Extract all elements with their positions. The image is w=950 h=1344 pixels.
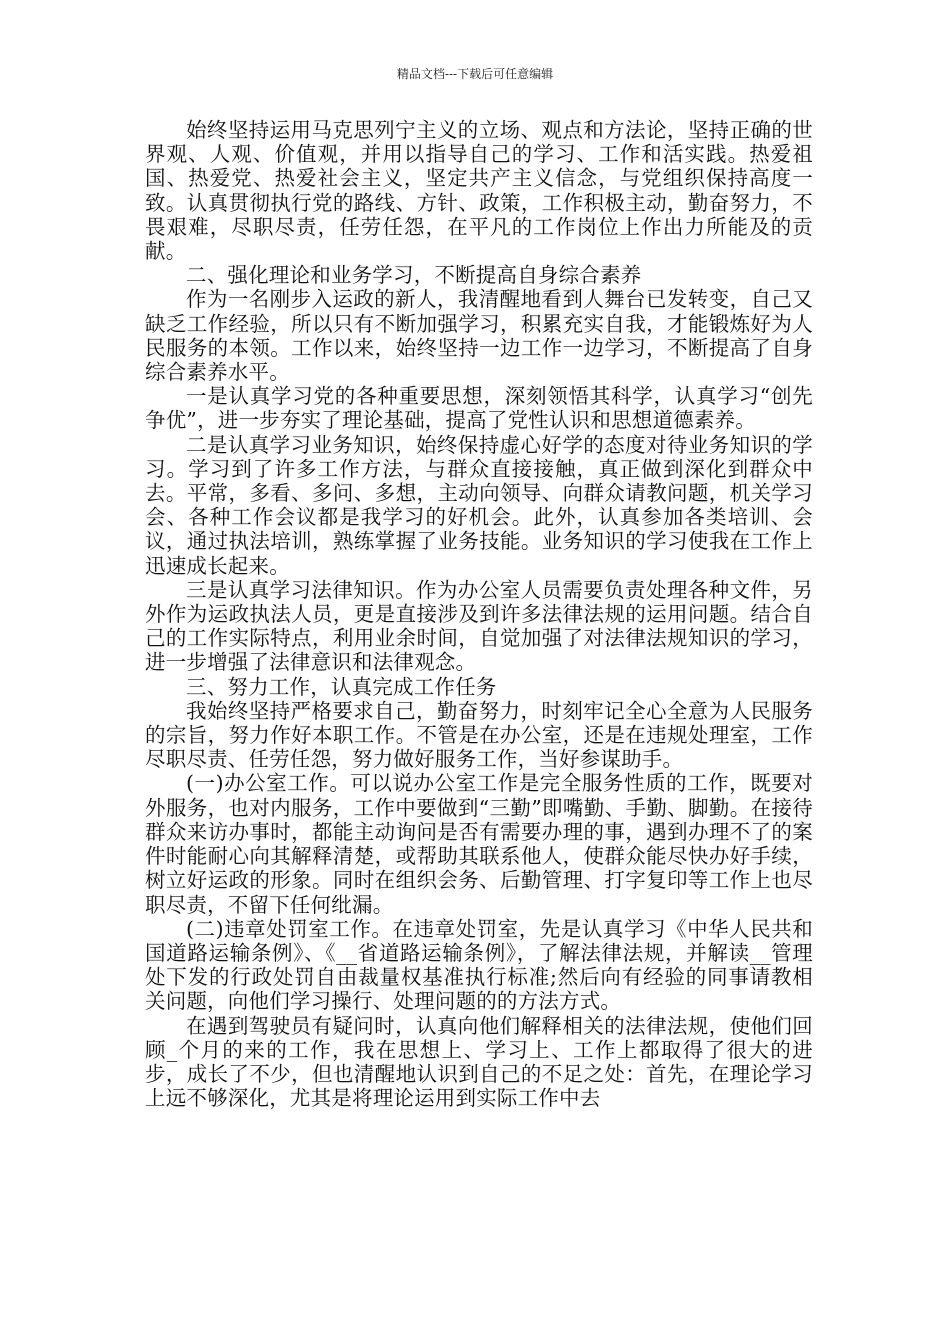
paragraph-strict-requirements: 我始终坚持严格要求自己，勤奋努力，时刻牢记全心全意为人民服务的宗旨，努力作好本职工作。不管是在办公室，还是在违规处理室，工作尽职尽责、任劳任怨，努力做好服务工作，当好参谋助手。 <box>145 698 813 772</box>
paragraph-study-business: 二是认真学习业务知识，始终保持虚心好学的态度对待业务知识的学习。学习到了许多工作方法，与群众直接接触，真正做到深化到群众中去。平常，多看、多问、多想，主动向领导、向群众请教问题，机关学习会、各种工作会议都是我学习的好机会。此外，认真参加各类培训、会议，通过执法培训，熟练掌握了业务技能。业务知识的学习使我在工作上迅速成长起来。 <box>145 432 813 578</box>
paragraph-new-to-transport: 作为一名刚步入运政的新人，我清醒地看到人舞台已发转变，自己又缺乏工作经验，所以只有不断加强学习，积累充实自我，才能锻炼好为人民服务的本领。工作以来，始终坚持一边工作一边学习，不断提高了自身综合素养水平。 <box>145 287 813 385</box>
paragraph-office-work: (一)办公室工作。可以说办公室工作是完全服务性质的工作，既要对外服务，也对内服务，工作中要做到“三勤”即嘴勤、手勤、脚勤。在接待群众来访办事时，都能主动询问是否有需要办理的事，遇到办理不了的案件时能耐心向其解释清楚，或帮助其联系他人，使群众能尽快办好手续，树立好运政的形象。同时在组织会务、后勤管理、打字复印等工作上也尽职尽责，不留下任何纰漏。 <box>145 771 813 917</box>
page-header: 精品文档---下载后可任意编辑 <box>396 67 554 81</box>
paragraph-violation-office: (二)违章处罚室工作。在违章处罚室，先是认真学习《中华人民共和国道路运输条例》、《__省道路运输条例》，了解法律法规，并解读__管理处下发的行政处罚自由裁量权基准执行标准;然后向有经验的同事请教相关问题，向他们学习操行、处理问题的的方法方式。 <box>145 916 813 1014</box>
section-heading-study: 二、强化理论和业务学习，不断提高自身综合素养 <box>186 263 642 288</box>
paragraph-political-stance: 始终坚持运用马克思列宁主义的立场、观点和方法论，坚持正确的世界观、人观、价值观，并用以指导自己的学习、工作和活实践。热爱祖国、热爱党、热爱社会主义，坚定共产主义信念，与党组织保持高度一致。认真贯彻执行党的路线、方针、政策，工作积极主动，勤奋努力，不畏艰难，尽职尽责，任劳任怨，在平凡的工作岗位上作出力所能及的贡献。 <box>145 118 813 264</box>
paragraph-study-party-thought: 一是认真学习党的各种重要思想，深刻领悟其科学，认真学习“创先争优”，进一步夯实了理论基础，提高了党性认识和思想道德素养。 <box>145 384 813 433</box>
paragraph-driver-questions: 在遇到驾驶员有疑问时，认真向他们解释相关的法律法规，使他们回顾_个月的来的工作，我在思想上、学习上、工作上都取得了很大的进步，成长了不少，但也清醒地认识到自己的不足之处：首先，在理论学习上远不够深化，尤其是将理论运用到实际工作中去 <box>145 1013 813 1111</box>
document-body <box>145 118 813 1110</box>
section-heading-work: 三、努力工作，认真完成工作任务 <box>186 674 497 699</box>
paragraph-study-law: 三是认真学习法律知识。作为办公室人员需要负责处理各种文件，另外作为运政执法人员，更是直接涉及到许多法律法规的运用问题。结合自己的工作实际特点，利用业余时间，自觉加强了对法律法规知识的学习，进一步增强了法律意识和法律观念。 <box>145 577 813 675</box>
